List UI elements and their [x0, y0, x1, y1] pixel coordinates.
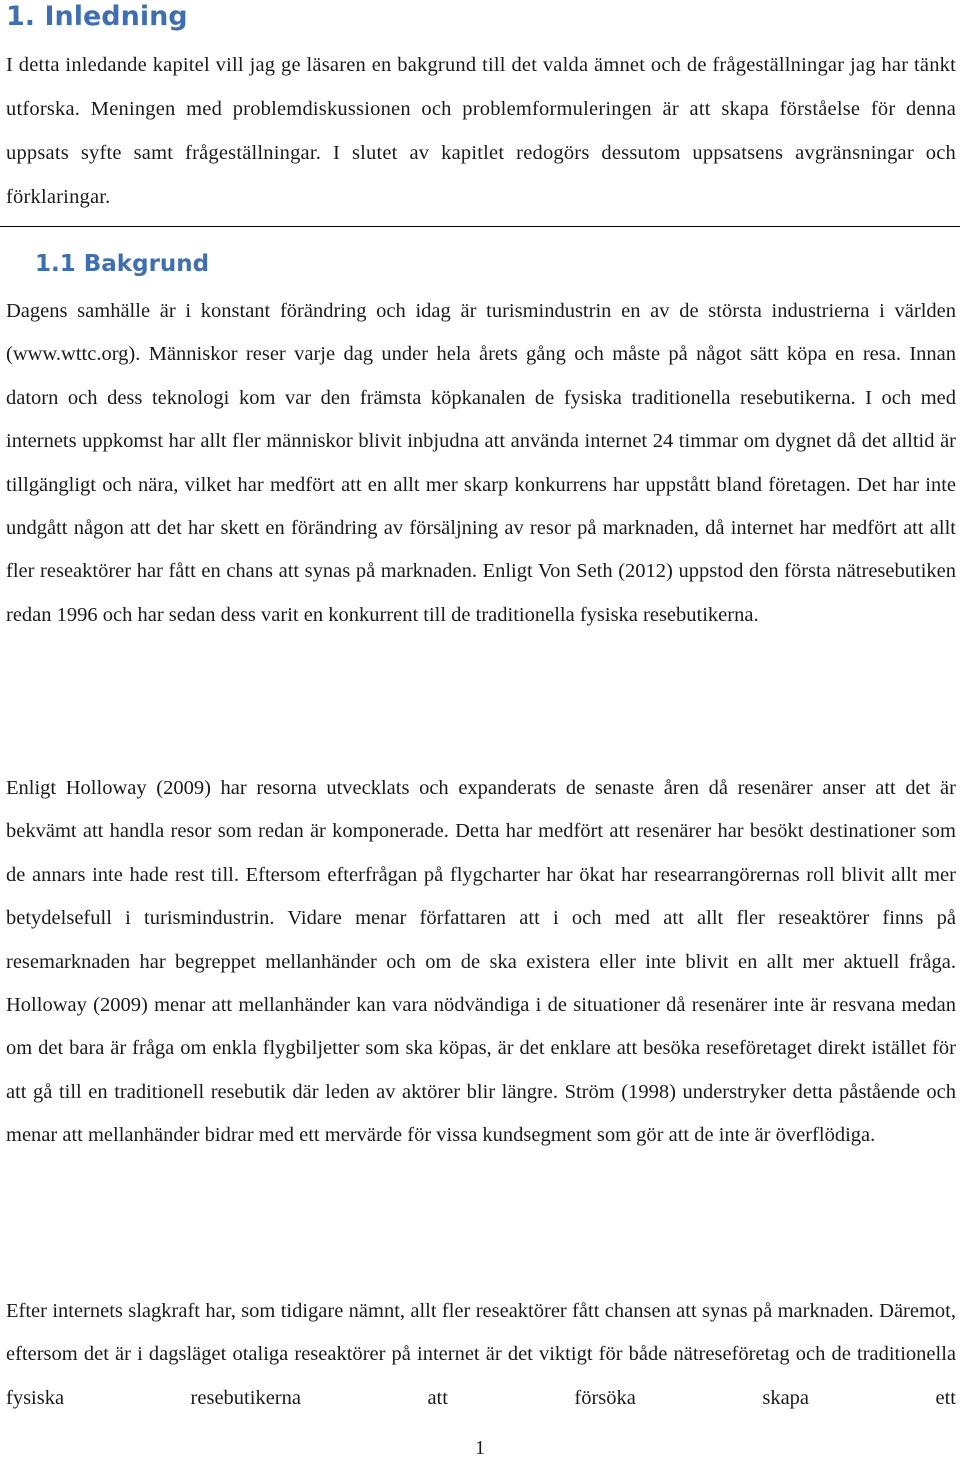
chapter-heading: 1. Inledning [6, 1, 188, 32]
body-paragraph-1: Dagens samhälle är i konstant förändring och idag är turismindustrin en av de största industrierna i världen (www.wttc.org). Människor reser varje dag under hela årets gång och måste på något sätt köpa en resa. Innan datorn och dess teknologi kom var den främsta köpkanalen de fysiska traditionella resebutikerna. I och med internets uppkomst har allt fler människor blivit inbjudna att använda internet 24 timmar om dygnet då det alltid är tillgängligt och nära, vilket har medfört att en allt mer skarp konkurrens har uppstått bland företagen. Det har inte undgått någon att det har skett en förändring av försäljning av resor på marknaden, då internet har medfört att allt fler reseaktörer har fått en chans att synas på marknaden. Enligt Von Seth (2012) uppstod den första nätresebutiken redan 1996 och har sedan dess varit en konkurrent till de traditionella fysiska resebutikerna. [6, 300, 956, 626]
intro-paragraph: I detta inledande kapitel vill jag ge läsaren en bakgrund till det valda ämnet och de frågeställningar jag har tänkt utforska. Meningen med problemdiskussionen och problemformuleringen är att skapa förståelse för denna uppsats syfte samt frågeställningar. I slutet av kapitlet redogörs dessutom uppsatsens avgränsningar och förklaringar. [6, 54, 956, 208]
body-paragraph-2: Enligt Holloway (2009) har resorna utvecklats och expanderats de senaste åren då resenärer anser att det är bekvämt att handla resor som redan är komponerade. Detta har medfört att resenärer har besökt destinationer som de annars inte hade rest till. Eftersom efterfrågan på flygcharter har ökat har researrangörernas roll blivit allt mer betydelsefull i turismindustrin. Vidare menar författaren att i och med att allt fler reseaktörer finns på resemarknaden har begreppet mellanhänder och om de ska existera eller inte blivit en allt mer aktuell fråga. Holloway (2009) menar att mellanhänder kan vara nödvändiga i de situationer då resenärer inte är resvana medan om det bara är fråga om enkla flygbiljetter som ska köpas, är det enklare att besöka reseföretaget direkt istället för att gå till en traditionell resebutik där leden av aktörer blir längre. Ström (1998) understryker detta påstående och menar att mellanhänder bidrar med ett mervärde för vissa kundsegment som gör att de inte är överflödiga. [6, 777, 956, 1147]
body-paragraph-3: Efter internets slagkraft har, som tidigare nämnt, allt fler reseaktörer fått chansen att synas på marknaden. Däremot, eftersom det är i dagsläget otaliga reseaktörer på internet är det viktigt för både nätreseföretag och de traditionella fysiska resebutikerna att försöka skapa ett [6, 1300, 956, 1409]
section-heading: 1.1 Bakgrund [35, 251, 210, 277]
section-divider [0, 226, 960, 227]
page-number: 1 [475, 1437, 485, 1459]
